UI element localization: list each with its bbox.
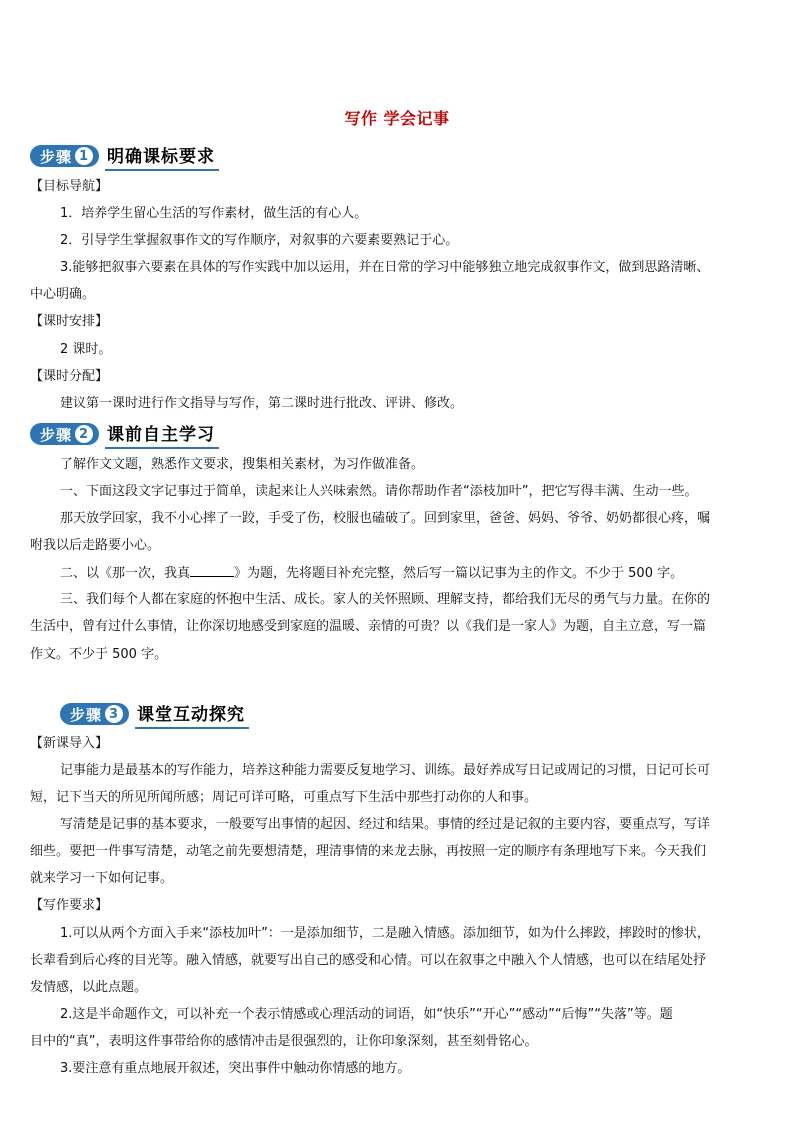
task-2-suffix: 》为题，先将题目补充完整，然后写一篇以记事为主的作文。不少于 500 字。 <box>234 566 684 581</box>
intro-line-3: 写清楚是记事的基本要求，一般要写出事情的起因、经过和结果。事情的经过是记叙的主要内容，要重点写，写详 <box>60 817 711 832</box>
task-3-line-2: 生活中，曾有过什么事情，让你深切地感受到家庭的温暖、亲情的可贵？以《我们是一家人》为题，自主立意，写一篇 <box>30 619 707 634</box>
goal-3-cont: 中心明确。 <box>30 287 96 302</box>
step-2-badge-label: 步骤 <box>40 425 73 444</box>
story-line-1: 那天放学回家，我不小心摔了一跤，手受了伤，校服也磕破了。回到家里，爸爸、妈妈、爷爷、奶奶都很心疼，嘱 <box>60 511 711 526</box>
task-3-line-3: 作文。不少于 500 字。 <box>30 647 168 662</box>
step-1-number: 1 <box>75 147 93 165</box>
intro-line-4: 细些。要把一件事写清楚，动笔之前先要想清楚，理清事情的来龙去脉，再按照一定的顺序有条理地写下来。今天我们 <box>30 844 707 859</box>
task-3-line-1: 三、我们每个人都在家庭的怀抱中生活、成长。家人的关怀照顾、理解支持，都给我们无尽的勇气与力量。在你的 <box>60 592 711 607</box>
step-2-intro: 了解作文文题，熟悉作文要求，搜集相关素材，为习作做准备。 <box>60 457 425 472</box>
step-3-badge <box>60 703 129 725</box>
goal-label: 【目标导航】 <box>30 179 109 194</box>
requirement-2-line-2: 目中的“真”，表明这件事带给你的感情冲击是很强烈的，让你印象深刻，甚至刻骨铭心。 <box>30 1034 538 1049</box>
goal-3: 3.能够把叙事六要素在具体的写作实践中加以运用，并在日常的学习中能够独立地完成叙事作文，做到思路清晰、 <box>60 260 710 275</box>
schedule-label: 【课时安排】 <box>30 314 109 329</box>
task-2-prefix: 二、以《那一次，我真 <box>60 566 191 581</box>
story-line-2: 咐我以后走路要小心。 <box>30 538 161 553</box>
step-3-badge-label: 步骤 <box>70 705 103 724</box>
requirement-1-line-2: 长辈看到后心疼的目光等。融入情感，就要写出自己的感受和心情。可以在叙事之中融入个人情感，也可以在结尾处抒 <box>30 953 707 968</box>
step-2-title: 课前自主学习 <box>105 420 219 449</box>
step-3-number: 3 <box>105 705 123 723</box>
step-2-number: 2 <box>75 425 93 443</box>
allocation-label: 【课时分配】 <box>30 369 109 384</box>
goal-1: 1．培养学生留心生活的写作素材，做生活的有心人。 <box>60 206 368 221</box>
step-1-badge-label: 步骤 <box>40 147 73 166</box>
allocation-text: 建议第一课时进行作文指导与写作，第二课时进行批改、评讲、修改。 <box>60 396 464 411</box>
task-2-blank <box>190 564 234 577</box>
intro-label: 【新课导入】 <box>30 736 109 751</box>
task-2 <box>60 564 770 583</box>
requirement-1-line-3: 发情感，以此点题。 <box>30 980 148 995</box>
intro-line-2: 短，记下当天的所见所闻所感；周记可详可略，可重点写下生活中那些打动你的人和事。 <box>30 790 538 805</box>
step-3-header <box>60 701 249 727</box>
requirement-3: 3.要注意有重点地展开叙述，突出事件中触动你情感的地方。 <box>60 1061 411 1076</box>
step-2-header <box>30 421 219 447</box>
document-title: 写作 学会记事 <box>344 109 450 128</box>
requirement-2-line-1: 2.这是半命题作文，可以补充一个表示情感或心理活动的词语，如“快乐”“开心”“感动”“后悔”“失落”等。题 <box>60 1007 673 1022</box>
intro-line-5: 就来学习一下如何记事。 <box>30 871 174 886</box>
requirements-label: 【写作要求】 <box>30 898 109 913</box>
requirement-1-line-1: 1.可以从两个方面入手来“添枝加叶”：一是添加细节，二是融入情感。添加细节，如为什么摔跤，摔跤时的惨状， <box>60 926 710 941</box>
step-1-title: 明确课标要求 <box>105 142 219 171</box>
step-1-badge <box>30 145 99 167</box>
step-3-title: 课堂互动探究 <box>135 700 249 729</box>
task-1: 一、下面这段文字记事过于简单，读起来让人兴味索然。请你帮助作者“添枝加叶”，把它写得丰满、生动一些。 <box>60 484 698 499</box>
step-2-badge <box>30 423 99 445</box>
intro-line-1: 记事能力是最基本的写作能力，培养这种能力需要反复地学习、训练。最好养成写日记或周记的习惯，日记可长可 <box>60 763 711 778</box>
step-1-header <box>30 143 219 169</box>
goal-2: 2．引导学生掌握叙事作文的写作顺序，对叙事的六要素要熟记于心。 <box>60 233 459 248</box>
schedule-text: 2 课时。 <box>60 342 112 357</box>
